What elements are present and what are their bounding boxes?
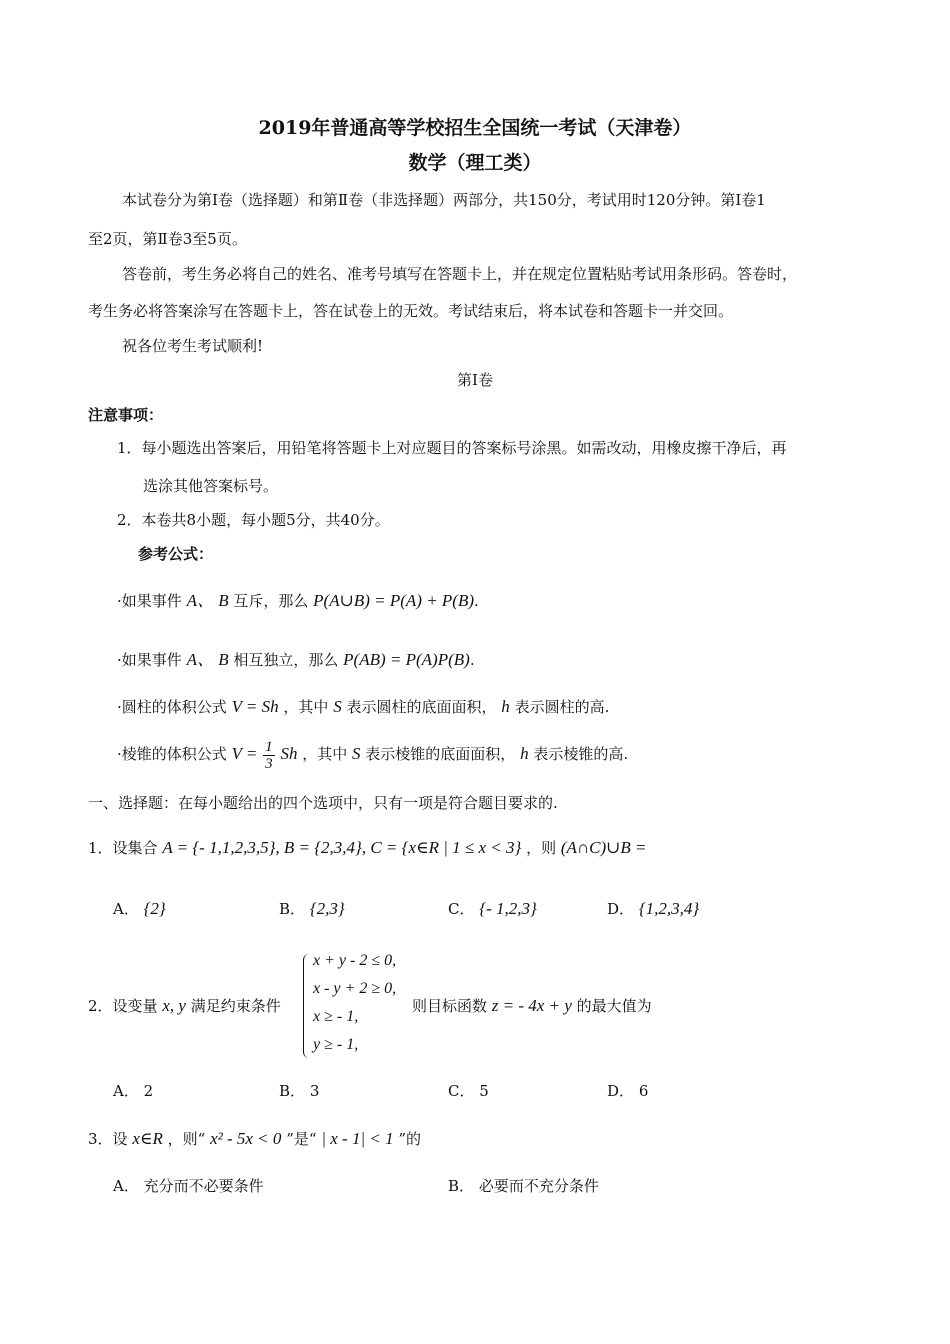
- intro-paragraph-2-line-2: 考生务必将答案涂写在答题卡上，答在试卷上的无效。考试结束后，将本试卷和答题卡一并交回。: [88, 302, 734, 320]
- q3-var: x∈R: [132, 1129, 163, 1148]
- formula-4-v: V =: [231, 744, 258, 763]
- formula-4-s: S: [352, 744, 361, 763]
- notice-item-1-line-2: 选涂其他答案标号。: [143, 477, 279, 495]
- formula-independent: [117, 650, 475, 670]
- intro-paragraph-1-line-2: 至2页，第Ⅱ卷3至5页。: [88, 230, 247, 248]
- formula-3-mid-2: 表示圆柱的底面面积，: [346, 698, 497, 716]
- formula-4-mid-2: 表示棱锥的底面面积，: [365, 745, 516, 763]
- option-label: A．: [113, 1177, 139, 1195]
- option-value: {- 1,2,3}: [479, 899, 537, 918]
- formula-3-h: h: [501, 697, 510, 716]
- formula-4-h: h: [520, 744, 529, 763]
- formula-4-fraction: [263, 739, 275, 772]
- formula-mutually-exclusive: [117, 591, 479, 611]
- formula-1-mid: 互斥，那么: [233, 592, 309, 610]
- formula-1-expression: P(A∪B) = P(A) + P(B): [313, 591, 475, 610]
- q3-prefix: 3．设: [88, 1130, 128, 1148]
- q2-mid: 满足约束条件: [190, 997, 281, 1015]
- q1-option-a[interactable]: [113, 899, 166, 919]
- intro-paragraph-2-line-1: 答卷前，考生务必将自己的姓名、准考号填写在答题卡上，并在规定位置粘贴考试用条形码。答卷时，: [122, 265, 798, 283]
- option-label: D．: [607, 1082, 635, 1100]
- formula-1-end: .: [474, 592, 479, 610]
- option-value: 充分而不必要条件: [143, 1177, 264, 1195]
- notice-item-1-line-1: 1．每小题选出答案后，用铅笔将答题卡上对应题目的答案标号涂黑。如需改动，用橡皮擦干净后，再: [117, 439, 787, 457]
- q2-vars: x, y: [162, 996, 186, 1015]
- q2-constraint-1: x + y - 2 ≤ 0,: [313, 952, 397, 969]
- formula-3-prefix: ·圆柱的体积公式: [117, 698, 227, 716]
- intro-good-luck: 祝各位考生考试顺利!: [122, 337, 264, 355]
- q3-option-b[interactable]: [448, 1176, 599, 1196]
- q3-end: ”的: [398, 1130, 422, 1148]
- option-label: A．: [113, 1082, 139, 1100]
- notice-title: 注意事项：: [88, 406, 164, 424]
- formula-1-vars: A、 B: [186, 591, 229, 610]
- exam-subtitle: 数学（理工类）: [408, 152, 542, 174]
- option-label: B．: [448, 1177, 475, 1195]
- formula-2-end: .: [469, 651, 475, 669]
- option-label: B．: [279, 900, 306, 918]
- option-label: B．: [279, 1082, 306, 1100]
- q2-option-c[interactable]: [448, 1081, 489, 1101]
- q2-after: 则目标函数: [412, 997, 488, 1015]
- question-2-prefix-line: [88, 996, 281, 1016]
- formula-3-expression: V = Sh: [231, 697, 279, 716]
- q2-option-d[interactable]: [607, 1081, 648, 1101]
- question-3: [88, 1129, 421, 1149]
- option-label: C．: [448, 900, 475, 918]
- formula-2-expression: P(AB) = P(A)P(B): [343, 650, 470, 669]
- q2-option-b[interactable]: [279, 1081, 319, 1101]
- formula-1-prefix: ·如果事件: [117, 592, 182, 610]
- formula-3-end: 表示圆柱的高.: [514, 698, 610, 716]
- q2-end: 的最大值为: [576, 997, 652, 1015]
- fraction-denominator: 3: [265, 755, 273, 772]
- formula-pyramid-volume: [117, 736, 628, 772]
- question-2-objective-line: [412, 996, 652, 1016]
- q2-constraint-3: x ≥ - 1,: [313, 1008, 359, 1025]
- q1-option-d[interactable]: [607, 899, 699, 919]
- formula-2-mid: 相互独立，那么: [233, 651, 339, 669]
- q2-option-a[interactable]: [113, 1081, 153, 1101]
- formula-3-s: S: [333, 697, 342, 716]
- q2-constraint-2: x - y + 2 ≥ 0,: [313, 980, 397, 997]
- q1-mid: ，则: [526, 839, 557, 857]
- option-value: 5: [479, 1082, 489, 1100]
- option-label: A．: [113, 900, 139, 918]
- option-label: C．: [448, 1082, 475, 1100]
- q3-mid-1: ，则“: [167, 1130, 206, 1148]
- formula-3-mid-1: ，其中: [283, 698, 329, 716]
- intro-paragraph-1-line-1: 本试卷分为第Ⅰ卷（选择题）和第Ⅱ卷（非选择题）两部分，共150分，考试用时120分钟。第Ⅰ卷1: [122, 191, 766, 209]
- q3-option-a[interactable]: [113, 1176, 264, 1196]
- option-value: {1,2,3,4}: [638, 899, 700, 918]
- left-brace-icon: [303, 954, 310, 1058]
- part-1-heading: 一、选择题：在每小题给出的四个选项中，只有一项是符合题目要求的.: [88, 794, 558, 812]
- formula-title: 参考公式：: [138, 545, 214, 563]
- exam-title: 2019年普通高等学校招生全国统一考试（天津卷）: [258, 117, 692, 139]
- section-heading: 第Ⅰ卷: [457, 371, 493, 389]
- q2-constraint-4: y ≥ - 1,: [313, 1036, 359, 1053]
- option-value: 6: [638, 1082, 649, 1100]
- option-value: {2,3}: [309, 899, 345, 918]
- fraction-numerator: 1: [265, 738, 273, 755]
- formula-4-sh: Sh: [280, 744, 298, 763]
- formula-4-mid-1: ，其中: [302, 745, 348, 763]
- option-value: 必要而不充分条件: [478, 1177, 599, 1195]
- q3-condition-2: | x - 1| < 1: [321, 1129, 394, 1148]
- q1-sets-expression: A = {- 1,1,2,3,5}, B = {2,3,4}, C = {x∈R | 1 ≤ x < 3}: [162, 838, 522, 857]
- formula-2-vars: A、 B: [186, 650, 229, 669]
- option-value: 2: [143, 1082, 154, 1100]
- q1-option-c[interactable]: [448, 899, 537, 919]
- notice-item-2: 2．本卷共8小题，每小题5分，共40分。: [117, 511, 390, 529]
- q1-prefix: 1．设集合: [88, 839, 158, 857]
- formula-4-end: 表示棱锥的高.: [533, 745, 629, 763]
- formula-2-prefix: ·如果事件: [117, 651, 182, 669]
- q2-prefix: 2．设变量: [88, 997, 158, 1015]
- q3-condition-1: x² - 5x < 0: [210, 1129, 282, 1148]
- formula-cylinder-volume: [117, 697, 609, 717]
- formula-4-prefix: ·棱锥的体积公式: [117, 745, 227, 763]
- q2-constraint-system: [303, 950, 411, 1062]
- option-value: {2}: [143, 899, 166, 918]
- q1-target-expression: (A∩C)∪B =: [560, 838, 647, 857]
- option-value: 3: [309, 1082, 320, 1100]
- q3-mid-2: ”是“: [286, 1130, 317, 1148]
- q1-option-b[interactable]: [279, 899, 345, 919]
- option-label: D．: [607, 900, 635, 918]
- q2-objective: z = - 4x + y: [491, 996, 572, 1015]
- question-1: [88, 838, 647, 858]
